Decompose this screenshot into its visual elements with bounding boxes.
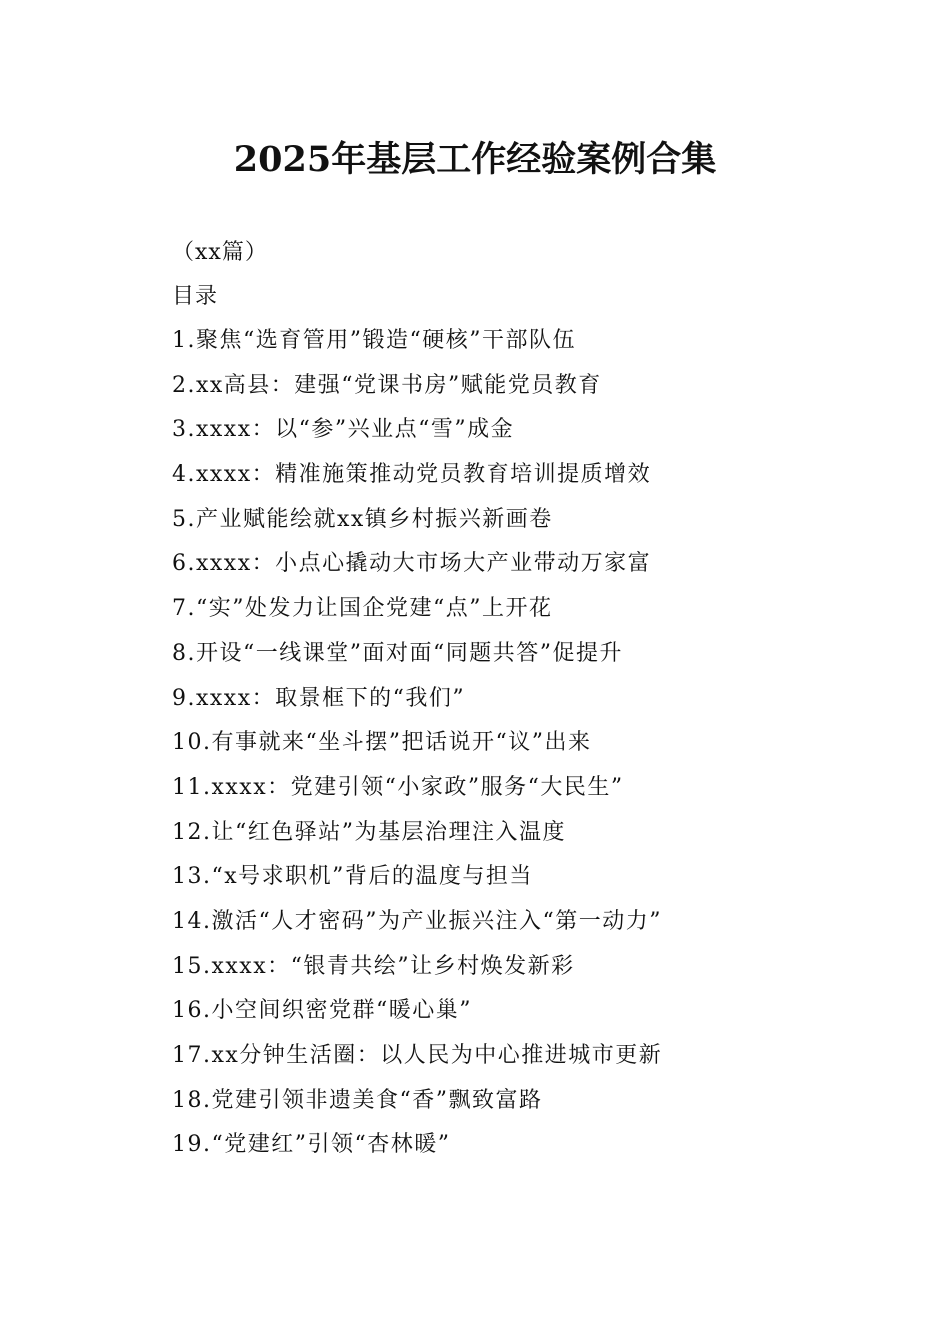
- toc-item: 19.“党建红”引领“杏林暖”: [172, 1132, 451, 1158]
- toc-item: 1.聚焦“选育管用”锻造“硬核”干部队伍: [172, 328, 576, 353]
- toc-item: 6.xxxx：小点心撬动大市场大产业带动万家富: [172, 551, 652, 577]
- toc-list: [172, 326, 892, 1175]
- toc-item: 14.激活“人才密码”为产业振兴注入“第一动力”: [172, 908, 662, 934]
- toc-item: 9.xxxx：取景框下的“我们”: [172, 685, 466, 711]
- toc-item: 2.xx高县：建强“党课书房”赋能党员教育: [172, 372, 602, 398]
- toc-item: 16.小空间织密党群“暖心巢”: [172, 998, 472, 1024]
- toc-item: 18.党建引领非遗美食“香”飘致富路: [172, 1087, 543, 1113]
- toc-item: 8.开设“一线课堂”面对面“同题共答”促提升: [172, 640, 623, 666]
- toc-item: 10.有事就来“坐斗摆”把话说开“议”出来: [172, 730, 592, 756]
- toc-item: 17.xx分钟生活圈：以人民为中心推进城市更新: [172, 1043, 663, 1068]
- toc-item: 15.xxxx：“银青共绘”让乡村焕发新彩: [172, 953, 575, 979]
- toc-item: 7.“实”处发力让国企党建“点”上开花: [172, 596, 553, 622]
- document-title: 2025年基层工作经验案例合集: [233, 139, 717, 180]
- toc-item: 3.xxxx：以“参”兴业点“雪”成金: [172, 417, 515, 443]
- toc-heading: 目录: [172, 284, 219, 309]
- document-subtitle: （xx篇）: [172, 240, 268, 265]
- toc-item: 11.xxxx：党建引领“小家政”服务“大民生”: [172, 774, 624, 800]
- toc-item: 4.xxxx：精准施策推动党员教育培训提质增效: [172, 462, 652, 488]
- toc-item: 12.让“红色驿站”为基层治理注入温度: [172, 819, 566, 845]
- toc-item: 13.“x号求职机”背后的温度与担当: [172, 864, 533, 890]
- toc-item: 5.产业赋能绘就xx镇乡村振兴新画卷: [172, 506, 553, 532]
